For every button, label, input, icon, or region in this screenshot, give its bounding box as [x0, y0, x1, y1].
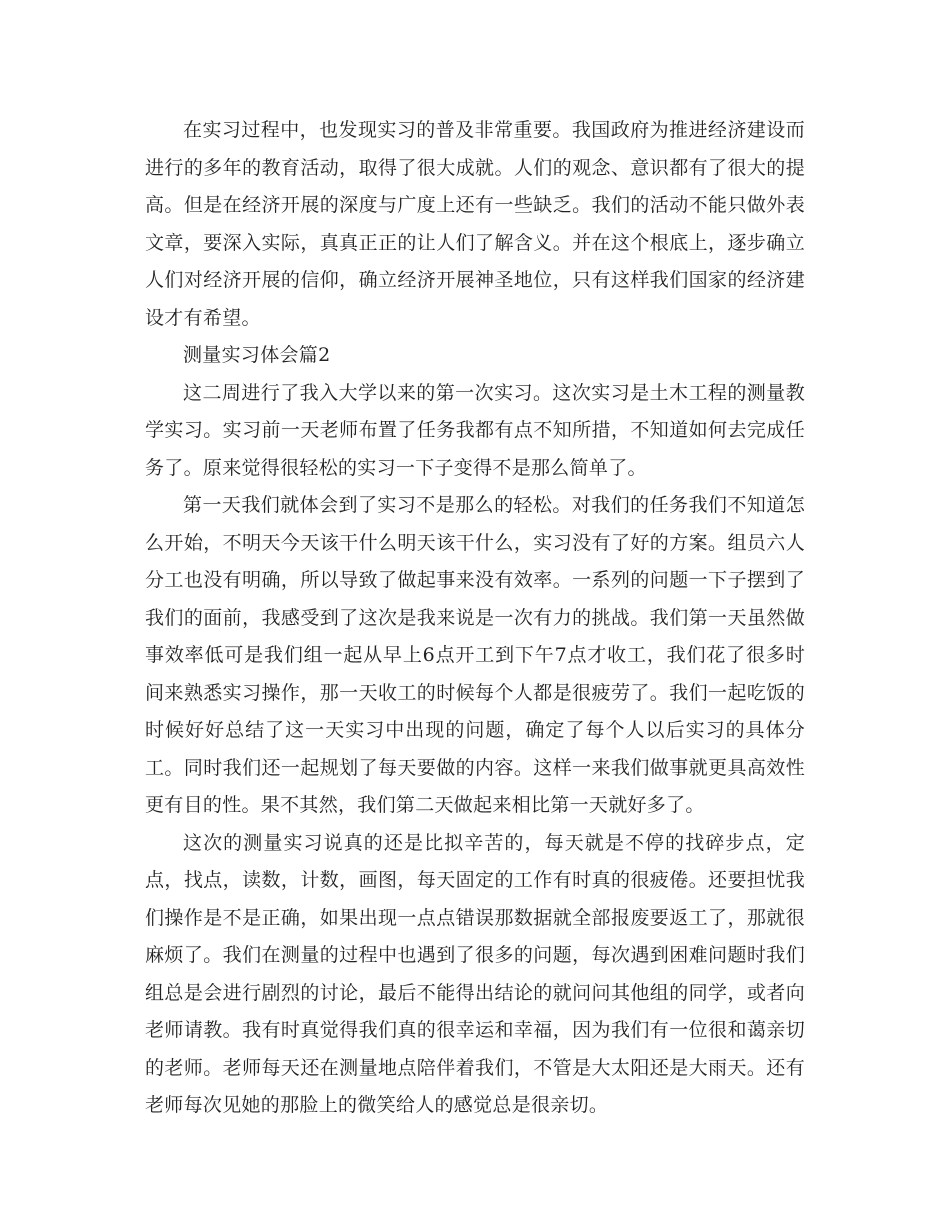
paragraph-4: 这次的测量实习说真的还是比拟辛苦的，每天就是不停的找碎步点，定点，找点，读数，计数，画图，每天固定的工作有时真的很疲倦。还要担忧我们操作是不是正确，如果出现一点点错误那数据就全部报废要返工了，那就很麻烦了。我们在测量的过程中也遇到了很多的问题，每次遇到困难问题时我们组总是会进行剧烈的讨论，最后不能得出结论的就问问其他组的同学，或者向老师请教。我有时真觉得我们真的很幸运和幸福，因为我们有一位很和蔼亲切的老师。老师每天还在测量地点陪伴着我们，不管是大太阳还是大雨天。还有老师每次见她的那脸上的微笑给人的感觉总是很亲切。	[145, 831, 805, 1116]
section-heading: 测量实习体会篇2	[183, 344, 331, 366]
document-body	[145, 112, 805, 1125]
paragraph-3: 第一天我们就体会到了实习不是那么的轻松。对我们的任务我们不知道怎么开始，不明天今天该干什么明天该干什么，实习没有了好的方案。组员六人分工也没有明确，所以导致了做起事来没有效率。一系列的问题一下子摆到了我们的面前，我感受到了这次是我来说是一次有力的挑战。我们第一天虽然做事效率低可是我们组一起从早上6点开工到下午7点才收工，我们花了很多时间来熟悉实习操作，那一天收工的时候每个人都是很疲劳了。我们一起吃饭的时候好好总结了这一天实习中出现的问题，确定了每个人以后实习的具体分工。同时我们还一起规划了每天要做的内容。这样一来我们做事就更具高效性更有目的性。果不其然，我们第二天做起来相比第一天就好多了。	[145, 494, 805, 816]
paragraph-2: 这二周进行了我入大学以来的第一次实习。这次实习是土木工程的测量教学实习。实习前一天老师布置了任务我都有点不知所措，不知道如何去完成任务了。原来觉得很轻松的实习一下子变得不是那么简单了。	[145, 381, 805, 479]
paragraph-1: 在实习过程中，也发现实习的普及非常重要。我国政府为推进经济建设而进行的多年的教育活动，取得了很大成就。人们的观念、意识都有了很大的提高。但是在经济开展的深度与广度上还有一些缺乏。我们的活动不能只做外表文章，要深入实际，真真正正的让人们了解含义。并在这个根底上，逐步确立人们对经济开展的信仰，确立经济开展神圣地位，只有这样我们国家的经济建设才有希望。	[145, 119, 805, 329]
